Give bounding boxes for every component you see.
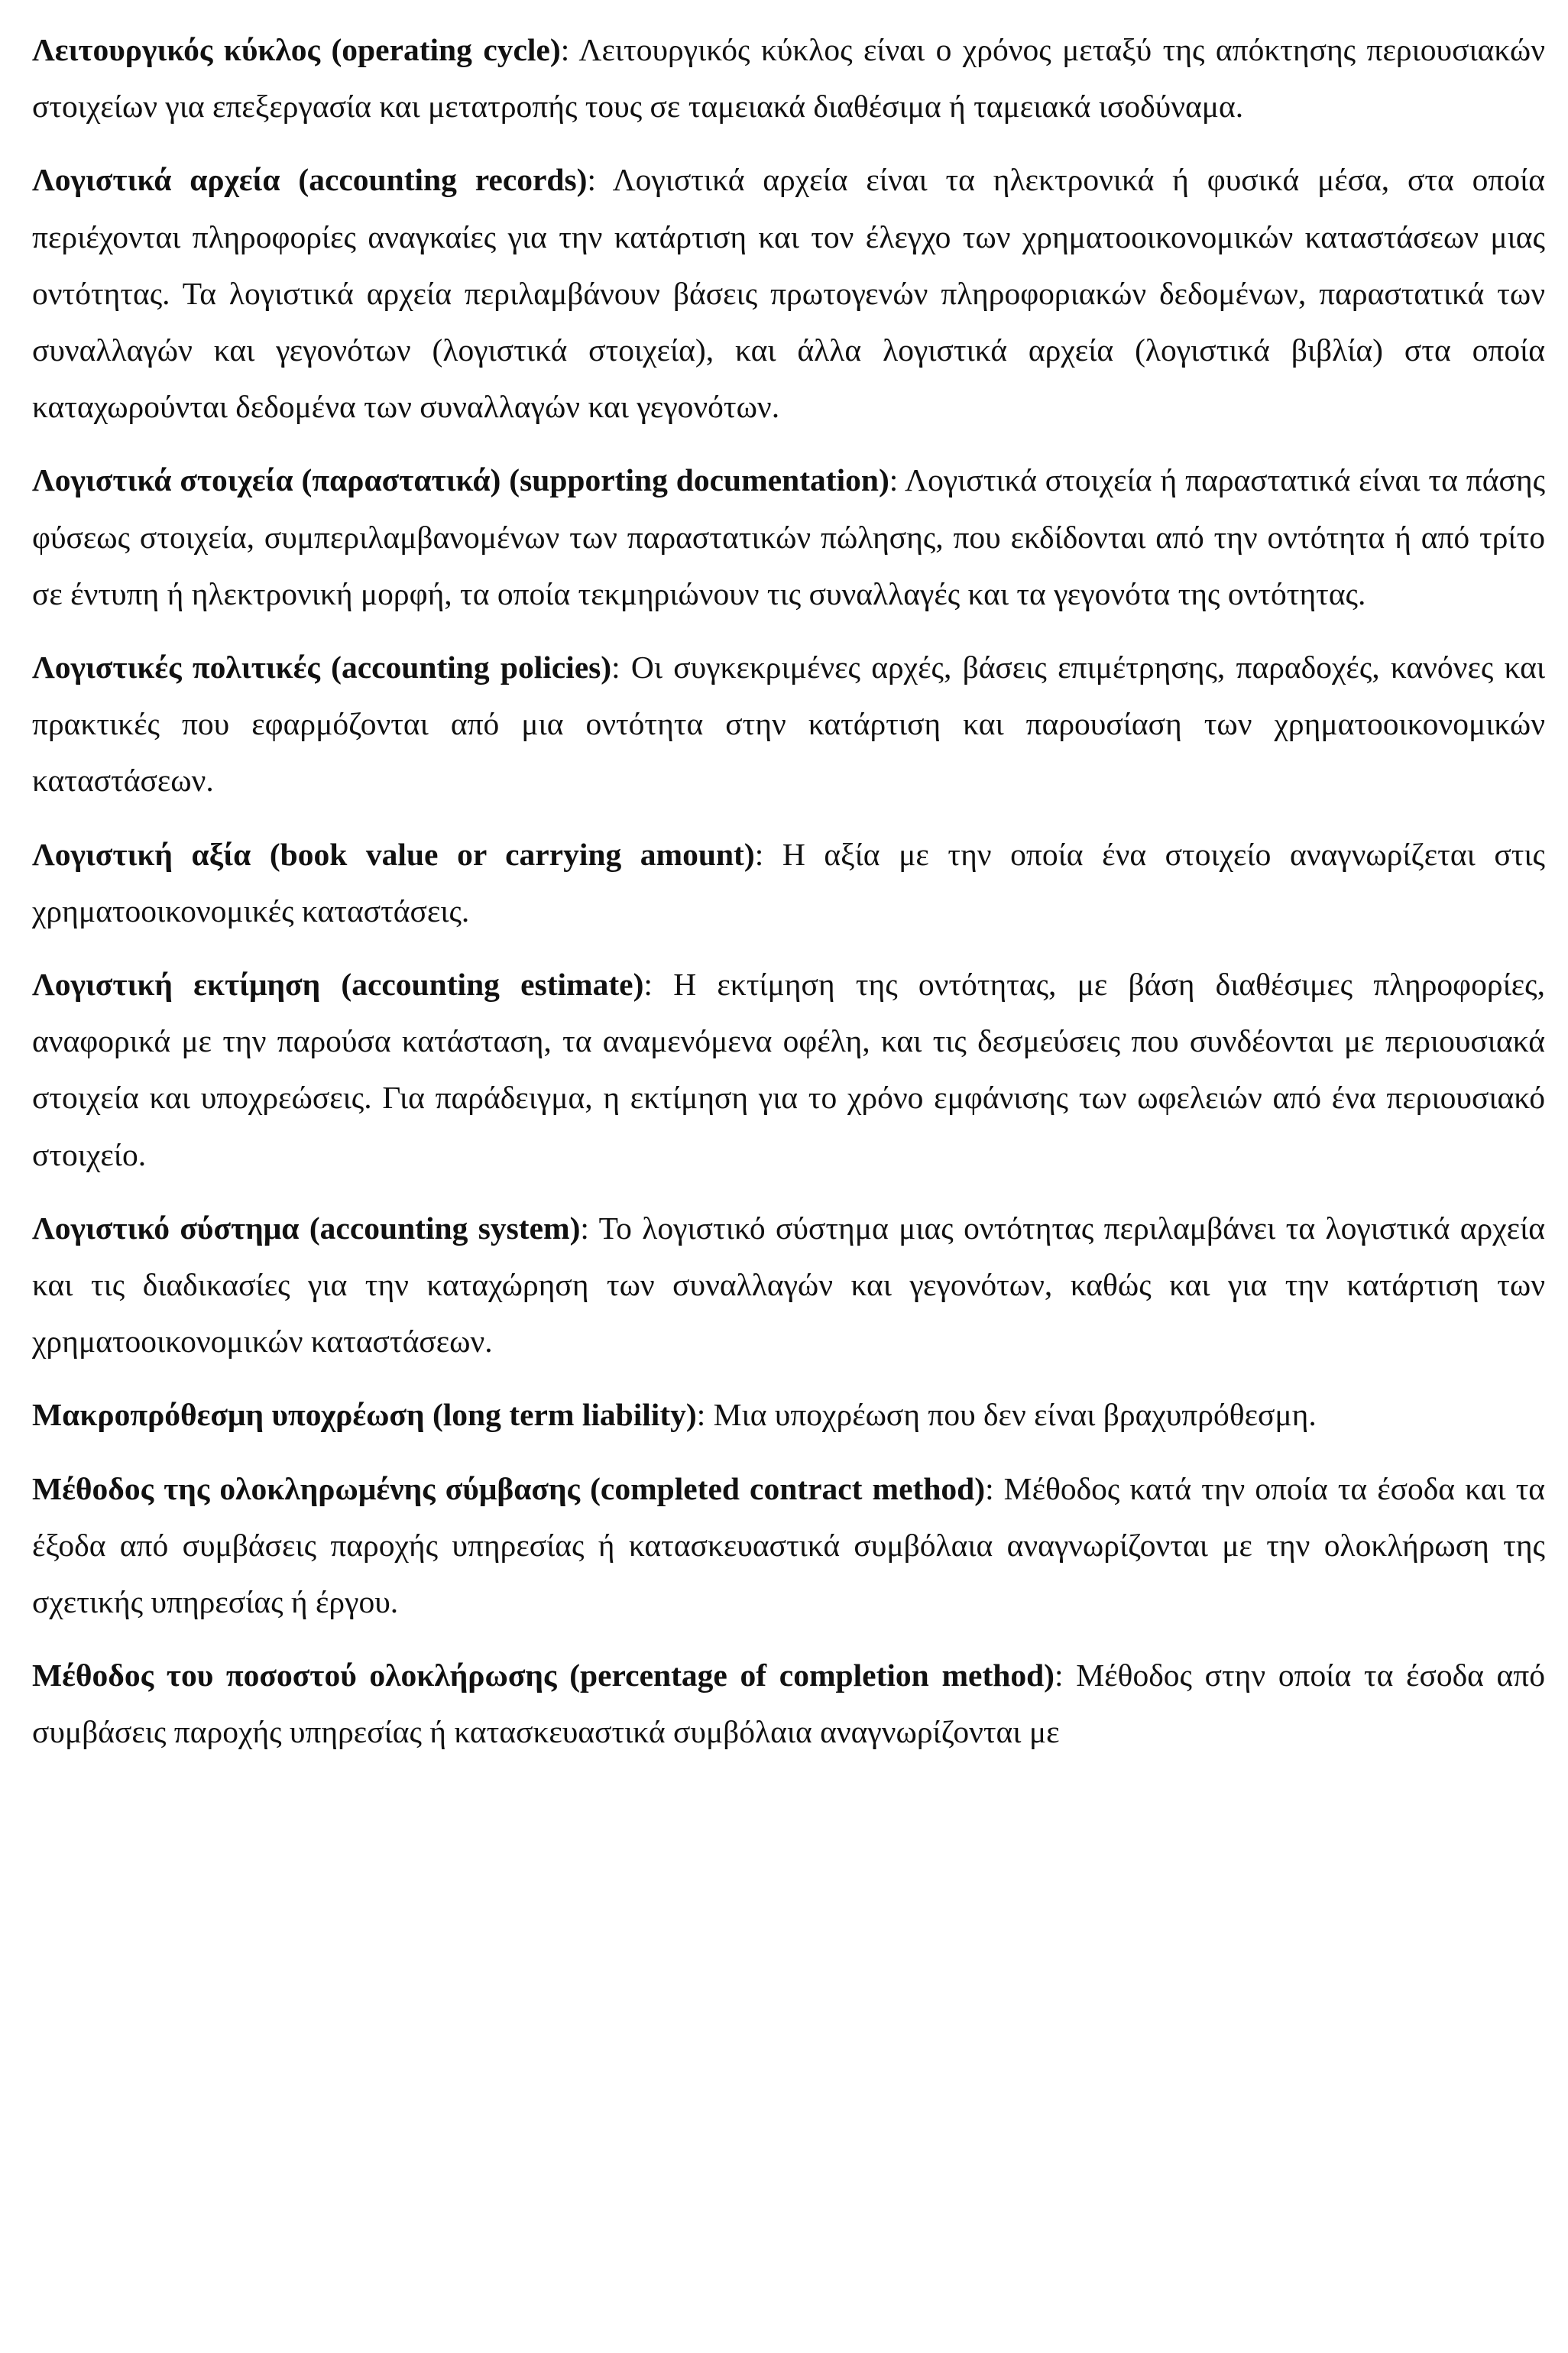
glossary-entry-accounting-system: Λογιστικό σύστημα (accounting system): Το λογιστικό σύστημα μιας οντότητας περιλαμβάνει τα λογιστικά αρχεία και τις διαδικασίες για την καταχώρηση των συναλλαγών και γεγονότων, καθώς και για την κατάρτιση των χρηματοοικονομικών καταστάσεων. bbox=[32, 1210, 1545, 1360]
glossary-entry-accounting-records: Λογιστικά αρχεία (accounting records): Λογιστικά αρχεία είναι τα ηλεκτρονικά ή φυσικά μέσα, στα οποία περιέχονται πληροφορίες αναγκαίες για την κατάρτιση και τον έλεγχο των χρηματοοικονομικών καταστάσεων μιας οντότητας. Τα λογιστικά αρχεία περιλαμβάνουν βάσεις πρωτογενών πληροφοριακών δεδομένων, παραστατικά των συναλλαγών και γεγονότων (λογιστικά στοιχεία), και άλλα λογιστικά αρχεία (λογιστικά βιβλία) στα οποία καταχωρούνται δεδομένα των συναλλαγών και γεγονότων. bbox=[32, 162, 1545, 425]
entry-term: Λειτουργικός κύκλος (operating cycle) bbox=[32, 32, 561, 67]
glossary-entry-book-value: Λογιστική αξία (book value or carrying amount): Η αξία με την οποία ένα στοιχείο αναγνωρίζεται στις χρηματοοικονομικές καταστάσεις. bbox=[32, 836, 1545, 929]
entry-definition: Μέθοδος στην οποία τα έσοδα από συμβάσεις παροχής υπηρεσίας ή κατασκευαστικά συμβόλαια αναγνωρίζονται με bbox=[32, 1658, 1546, 1750]
entry-term: Λογιστικές πολιτικές (accounting policies) bbox=[32, 650, 612, 685]
entry-term: Μέθοδος του ποσοστού ολοκλήρωσης (percentage of completion method) bbox=[32, 1658, 1055, 1693]
glossary-entry-completed-contract-method: Μέθοδος της ολοκληρωμένης σύμβασης (completed contract method): Μέθοδος κατά την οποία τα έσοδα και τα έξοδα από συμβάσεις παροχής υπηρεσίας ή κατασκευαστικά συμβόλαια αναγνωρίζονται με την ολοκλήρωση της σχετικής υπηρεσίας ή έργου. bbox=[32, 1470, 1545, 1620]
entry-definition: Μια υποχρέωση που δεν είναι βραχυπρόθεσμη. bbox=[713, 1397, 1317, 1433]
entry-term: Λογιστικά στοιχεία (παραστατικά) (supporting documentation) bbox=[32, 462, 889, 498]
glossary-entry-supporting-documentation: Λογιστικά στοιχεία (παραστατικά) (supporting documentation): Λογιστικά στοιχεία ή παραστατικά είναι τα πάσης φύσεως στοιχεία, συμπεριλαμβανομένων των παραστατικών πώλησης, που εκδίδονται από την οντότητα ή από τρίτο σε έντυπη ή ηλεκτρονική μορφή, τα οποία τεκμηριώνουν τις συναλλαγές και τα γεγονότα της οντότητας. bbox=[32, 462, 1545, 611]
entry-term: Λογιστική εκτίμηση (accounting estimate) bbox=[32, 967, 644, 1003]
entry-definition: Μέθοδος κατά την οποία τα έσοδα και τα έξοδα από συμβάσεις παροχής υπηρεσίας ή κατασκευαστικά συμβόλαια αναγνωρίζονται με την ολοκλήρωση της σχετικής υπηρεσίας ή έργου. bbox=[32, 1470, 1545, 1620]
entry-term: Μακροπρόθεσμη υποχρέωση (long term liability) bbox=[32, 1397, 697, 1433]
entry-definition: Λειτουργικός κύκλος είναι ο χρόνος μεταξύ της απόκτησης περιουσιακών στοιχείων για επεξεργασία και μετατροπής τους σε ταμειακά διαθέσιμα ή ταμειακά ισοδύναμα. bbox=[32, 32, 1545, 125]
glossary-entry-accounting-policies: Λογιστικές πολιτικές (accounting policies): Οι συγκεκριμένες αρχές, βάσεις επιμέτρησης, παραδοχές, κανόνες και πρακτικές που εφαρμόζονται από μια οντότητα στην κατάρτιση και παρουσίαση των χρηματοοικονομικών καταστάσεων. bbox=[32, 650, 1546, 799]
entry-term: Λογιστικά αρχεία (accounting records) bbox=[32, 162, 588, 198]
entry-definition: Οι συγκεκριμένες αρχές, βάσεις επιμέτρησης, παραδοχές, κανόνες και πρακτικές που εφαρμόζονται από μια οντότητα στην κατάρτιση και παρουσίαση των χρηματοοικονομικών καταστάσεων. bbox=[32, 650, 1546, 799]
entry-definition: Το λογιστικό σύστημα μιας οντότητας περιλαμβάνει τα λογιστικά αρχεία και τις διαδικασίες για την καταχώρηση των συναλλαγών και γεγονότων, καθώς και για την κατάρτιση των χρηματοοικονομικών καταστάσεων. bbox=[32, 1210, 1545, 1360]
entry-definition: Η εκτίμηση της οντότητας, με βάση διαθέσιμες πληροφορίες, αναφορικά με την παρούσα κατάσταση, τα αναμενόμενα οφέλη, και τις δεσμεύσεις που συνδέονται με περιουσιακά στοιχεία και υποχρεώσεις. Για παράδειγμα, η εκτίμηση για το χρόνο εμφάνισης των ωφελειών από ένα περιουσιακό στοιχείο. bbox=[32, 967, 1545, 1172]
glossary-entry-percentage-of-completion-method: Μέθοδος του ποσοστού ολοκλήρωσης (percentage of completion method): Μέθοδος στην οποία τα έσοδα από συμβάσεις παροχής υπηρεσίας ή κατασκευαστικά συμβόλαια αναγνωρίζονται με bbox=[32, 1658, 1546, 1750]
entry-term: Λογιστική αξία (book value or carrying amount) bbox=[32, 836, 755, 872]
entry-term: Λογιστικό σύστημα (accounting system) bbox=[32, 1210, 581, 1246]
entry-definition: Η αξία με την οποία ένα στοιχείο αναγνωρίζεται στις χρηματοοικονομικές καταστάσεις. bbox=[32, 836, 1545, 929]
entry-definition: Λογιστικά στοιχεία ή παραστατικά είναι τα πάσης φύσεως στοιχεία, συμπεριλαμβανομένων των παραστατικών πώλησης, που εκδίδονται από την οντότητα ή από τρίτο σε έντυπη ή ηλεκτρονική μορφή, τα οποία τεκμηριώνουν τις συναλλαγές και τα γεγονότα της οντότητας. bbox=[32, 462, 1545, 611]
glossary-entry-long-term-liability: Μακροπρόθεσμη υποχρέωση (long term liability): Μια υποχρέωση που δεν είναι βραχυπρόθεσμη. bbox=[32, 1397, 1317, 1433]
glossary-entry-operating-cycle: Λειτουργικός κύκλος (operating cycle): Λειτουργικός κύκλος είναι ο χρόνος μεταξύ της απόκτησης περιουσιακών στοιχείων για επεξεργασία και μετατροπής τους σε ταμειακά διαθέσιμα ή ταμειακά ισοδύναμα. bbox=[32, 32, 1545, 125]
glossary-page bbox=[32, 21, 1545, 1778]
entry-term: Μέθοδος της ολοκληρωμένης σύμβασης (completed contract method) bbox=[32, 1470, 986, 1506]
entry-definition: Λογιστικά αρχεία είναι τα ηλεκτρονικά ή φυσικά μέσα, στα οποία περιέχονται πληροφορίες αναγκαίες για την κατάρτιση και τον έλεγχο των χρηματοοικονομικών καταστάσεων μιας οντότητας. Τα λογιστικά αρχεία περιλαμβάνουν βάσεις πρωτογενών πληροφοριακών δεδομένων, παραστατικά των συναλλαγών και γεγονότων (λογιστικά στοιχεία), και άλλα λογιστικά αρχεία (λογιστικά βιβλία) στα οποία καταχωρούνται δεδομένα των συναλλαγών και γεγονότων. bbox=[32, 162, 1545, 425]
glossary-entry-accounting-estimate: Λογιστική εκτίμηση (accounting estimate): Η εκτίμηση της οντότητας, με βάση διαθέσιμες πληροφορίες, αναφορικά με την παρούσα κατάσταση, τα αναμενόμενα οφέλη, και τις δεσμεύσεις που συνδέονται με περιουσιακά στοιχεία και υποχρεώσεις. Για παράδειγμα, η εκτίμηση για το χρόνο εμφάνισης των ωφελειών από ένα περιουσιακό στοιχείο. bbox=[32, 967, 1545, 1172]
